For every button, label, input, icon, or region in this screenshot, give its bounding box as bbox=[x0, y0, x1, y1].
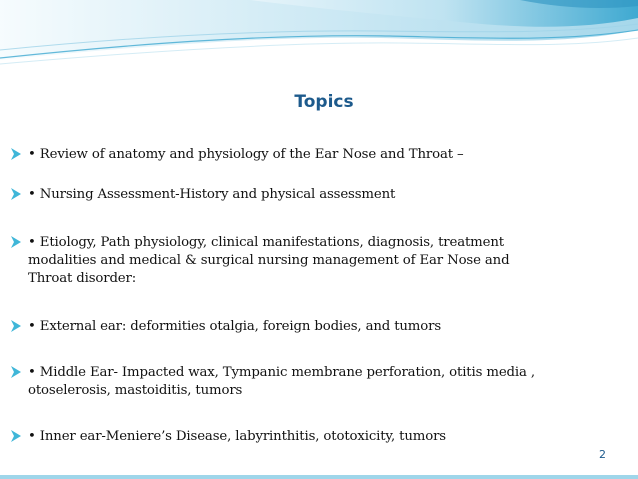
header-wave-decoration bbox=[0, 0, 638, 80]
bullet-arrow-icon bbox=[10, 364, 28, 382]
bottom-bar bbox=[0, 475, 638, 479]
bullet-text bbox=[28, 318, 441, 336]
bullet-line: • Etiology, Path physiology, clinical manifestations, diagnosis, treatment bbox=[28, 235, 504, 250]
bullet-line: • Review of anatomy and physiology of the Ear Nose and Throat – bbox=[28, 147, 464, 162]
bullet-arrow-icon bbox=[10, 234, 28, 252]
bullet-line: • Nursing Assessment-History and physical assessment bbox=[28, 187, 396, 202]
bullet-item bbox=[10, 428, 610, 446]
page-number: 2 bbox=[599, 448, 606, 461]
bullet-item bbox=[10, 364, 610, 400]
bullet-arrow-icon bbox=[10, 146, 28, 164]
bullet-text bbox=[28, 234, 509, 288]
bullet-arrow-icon bbox=[10, 318, 28, 336]
bullet-arrow-icon bbox=[10, 186, 28, 204]
bullet-text bbox=[28, 364, 535, 400]
bullet-line: Throat disorder: bbox=[28, 271, 137, 286]
bullet-line: otoselerosis, mastoiditis, tumors bbox=[28, 383, 243, 398]
bullet-line: • External ear: deformities otalgia, foreign bodies, and tumors bbox=[28, 319, 442, 334]
slide-title: Topics bbox=[294, 92, 354, 112]
bullet-item bbox=[10, 146, 610, 164]
bullet-item bbox=[10, 186, 610, 204]
bullet-item bbox=[10, 234, 610, 288]
bullet-line: • Middle Ear- Impacted wax, Tympanic membrane perforation, otitis media , bbox=[28, 365, 535, 380]
bullet-item bbox=[10, 318, 610, 336]
bullet-line: • Inner ear-Meniere’s Disease, labyrinthitis, ototoxicity, tumors bbox=[28, 429, 446, 444]
bullet-text bbox=[28, 146, 464, 164]
bullet-line: modalities and medical & surgical nursing management of Ear Nose and bbox=[28, 253, 510, 268]
bullet-arrow-icon bbox=[10, 428, 28, 446]
bullet-text bbox=[28, 428, 446, 446]
bullet-text bbox=[28, 186, 395, 204]
